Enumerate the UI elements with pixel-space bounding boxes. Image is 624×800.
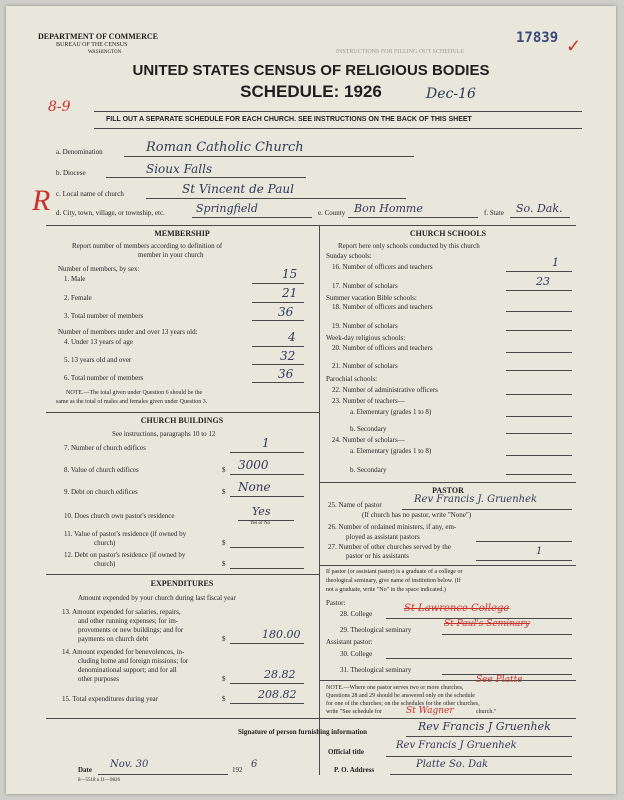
county-label: e. County: [318, 209, 346, 217]
q25-note: (If church has no pastor, write "None"): [362, 511, 472, 519]
official-title-value: Rev Francis J Gruenhek: [396, 740, 517, 751]
pastor-note-2: Questions 28 and 29 should be answered only on the schedule: [326, 693, 475, 699]
pastor-note-3: for one of the churches; on the schedules for the other churches,: [326, 701, 480, 707]
q27-b: pastor or his assistants: [346, 552, 409, 560]
q26-b: ployed as assistant pastors: [346, 533, 420, 541]
q15-dollar: $: [222, 695, 226, 703]
q8-dollar: $: [222, 466, 226, 474]
q2-label: 2. Female: [64, 294, 92, 302]
q23-label: 23. Number of teachers—: [332, 397, 405, 405]
q2-value: 21: [282, 286, 298, 300]
note-handwriting: See Platte: [476, 675, 523, 685]
state-value: So. Dak.: [516, 202, 563, 215]
pastor-note-4-end: church.": [476, 709, 497, 715]
weekday-label: Week-day religious schools:: [326, 334, 406, 342]
date-label: Date: [78, 766, 92, 774]
q19-label: 19. Number of scholars: [332, 322, 398, 330]
grad-3: not a graduate, write "No" in the space indicated.): [326, 587, 446, 593]
check-mark-icon: ✓: [566, 36, 582, 56]
q5-value: 32: [280, 349, 296, 363]
q10-value: Yes: [252, 505, 271, 518]
q12-label-a: 12. Debt on pastor's residence (if owned by: [64, 551, 186, 559]
q17-value: 23: [536, 275, 550, 288]
official-title-label: Official title: [328, 748, 364, 756]
schedule-title: SCHEDULE: 1926: [240, 82, 382, 101]
q25-label: 25. Name of pastor: [328, 501, 382, 509]
grad-2: theological seminary, give name of institution below. (If: [326, 578, 461, 584]
q7-label: 7. Number of church edifices: [64, 444, 146, 452]
by-sex-label: Number of members, by sex:: [58, 265, 140, 273]
denomination-label: a. Denomination: [56, 148, 103, 156]
diocese-label: b. Diocese: [56, 169, 86, 177]
po-value: Platte So. Dak: [416, 759, 489, 770]
q28-value: St Lawrence College: [404, 603, 510, 614]
q13-b: and other running expenses; for im-: [78, 617, 179, 625]
q24-label: 24. Number of scholars—: [332, 436, 405, 444]
membership-intro-1: Report number of members according to definition of: [72, 242, 223, 250]
membership-title: MEMBERSHIP: [154, 229, 210, 238]
date-value: Nov. 30: [110, 759, 149, 770]
red-r-mark: R: [32, 184, 51, 217]
q3-label: 3. Total number of members: [64, 312, 144, 320]
census-form-sheet: [6, 6, 616, 794]
city-field-label: d. City, town, village, or township, etc.: [56, 209, 165, 217]
pastor-note-1: NOTE.—Where one pastor serves two or more churches,: [326, 685, 464, 691]
q14-b: cluding home and foreign missions; for: [78, 657, 189, 665]
form-title: UNITED STATES CENSUS OF RELIGIOUS BODIES: [132, 62, 490, 79]
q1-value: 15: [282, 267, 298, 281]
county-value: Bon Homme: [354, 202, 423, 215]
q4-value: 4: [288, 330, 296, 344]
q11-label-a: 11. Value of pastor's residence (if owned by: [64, 530, 187, 538]
sunday-label: Sunday schools:: [326, 252, 372, 260]
q14-dollar: $: [222, 675, 226, 683]
q15-label: 15. Total expenditures during year: [62, 695, 158, 703]
q27-a: 27. Number of other churches served by the: [328, 543, 451, 551]
q24b-label: b. Secondary: [350, 466, 387, 474]
summer-label: Summer vacation Bible schools:: [326, 294, 417, 302]
q13-d: payments on church debt: [78, 635, 149, 643]
membership-intro-2: member in your church: [138, 251, 204, 259]
schools-title: CHURCH SCHOOLS: [409, 229, 487, 238]
diocese-value: Sioux Falls: [146, 162, 213, 176]
bureau-label: BUREAU OF THE CENSUS: [56, 42, 128, 48]
q8-label: 8. Value of church edifices: [64, 466, 139, 474]
q8-value: 3000: [238, 458, 269, 472]
signature-value: Rev Francis J Gruenhek: [418, 720, 551, 733]
po-label: P. O. Address: [334, 766, 375, 774]
q3-value: 36: [278, 305, 294, 319]
q6-value: 36: [278, 367, 294, 381]
year-value: 6: [251, 759, 258, 770]
q28-label: 28. College: [340, 610, 373, 618]
q25-value: Rev Francis J. Gruenhek: [414, 494, 538, 505]
q22-label: 22. Number of administrative officers: [332, 386, 438, 394]
membership-note-2: same as the total of males and females given under Question 3.: [56, 399, 208, 405]
pastor-sub-label: Pastor:: [326, 599, 346, 607]
q16-label: 16. Number of officers and teachers: [332, 263, 433, 271]
q23a-label: a. Elementary (grades 1 to 8): [350, 408, 432, 416]
q13-value: 180.00: [262, 628, 301, 641]
local-name-label: c. Local name of church: [56, 190, 124, 198]
expenditures-title: EXPENDITURES: [150, 579, 214, 588]
q26-a: 26. Number of ordained ministers, if any, em-: [328, 523, 457, 531]
pastor-note-4-value: St Wagner: [406, 706, 454, 716]
q11-dollar: $: [222, 539, 226, 547]
local-name-value: St Vincent de Paul: [182, 182, 294, 196]
q14-value: 28.82: [264, 668, 296, 681]
q20-label: 20. Number of officers and teachers: [332, 344, 433, 352]
q13-c: provements or new buildings; and for: [78, 626, 184, 634]
hw-mark: 8-9: [48, 99, 71, 115]
q16-value: 1: [552, 256, 559, 269]
q30-label: 30. College: [340, 650, 373, 658]
q18-label: 18. Number of officers and teachers: [332, 303, 433, 311]
buildings-sub: See instructions, paragraphs 10 to 12: [112, 430, 216, 438]
signature-label: Signature of person furnishing information: [238, 728, 367, 736]
instruction-text: FILL OUT A SEPARATE SCHEDULE FOR EACH CHURCH. SEE INSTRUCTIONS ON THE BACK OF THIS SHEET: [106, 116, 472, 123]
q9-value: None: [238, 480, 271, 494]
q14-d: other purposes: [78, 675, 120, 683]
buildings-title: CHURCH BUILDINGS: [140, 416, 224, 425]
grad-1: If pastor (or assistant pastor) is a graduate of a college or: [326, 569, 463, 575]
q31-label: 31. Theological seminary: [340, 666, 412, 674]
q7-value: 1: [262, 436, 270, 450]
age-label: Number of members under and over 13 years old:: [58, 328, 198, 336]
form-number: 8—5518 a 11—9826: [78, 778, 121, 783]
hw-date: Dec-16: [426, 86, 476, 102]
pastor-note-4: write "See schedule for: [326, 709, 382, 715]
asst-label: Assistant pastor:: [326, 638, 373, 646]
q17-label: 17. Number of scholars: [332, 282, 398, 290]
q13-a: 13. Amount expended for salaries, repairs,: [62, 608, 181, 616]
q24a-label: a. Elementary (grades 1 to 8): [350, 447, 432, 455]
q29-label: 29. Theological seminary: [340, 626, 412, 634]
q12-dollar: $: [222, 560, 226, 568]
q14-a: 14. Amount expended for benevolences, in-: [62, 648, 185, 656]
dept-label: DEPARTMENT OF COMMERCE: [38, 32, 159, 41]
year-label: 192: [232, 766, 243, 774]
q12-label-b: church): [94, 560, 116, 568]
q10-label: 10. Does church own pastor's residence: [64, 512, 175, 520]
faded-text: INSTRUCTIONS FOR FILLING OUT SCHEDULE: [336, 49, 464, 55]
q13-dollar: $: [222, 635, 226, 643]
q14-c: denominational support; and for all: [78, 666, 177, 674]
q21-label: 21. Number of scholars: [332, 362, 398, 370]
state-label: f. State: [484, 209, 504, 217]
membership-note-1: NOTE.—The total given under Question 6 should be the: [66, 390, 203, 396]
pastor-title: PASTOR: [432, 486, 464, 495]
q29-value: St Paul's Seminary: [444, 619, 530, 629]
q5-label: 5. 13 years old and over: [64, 356, 132, 364]
city-value: Springfield: [196, 202, 258, 215]
q9-label: 9. Debt on church edifices: [64, 488, 138, 496]
yes-no-hint: Yes or No: [250, 521, 271, 526]
q27-value: 1: [536, 546, 543, 557]
q15-value: 208.82: [258, 688, 297, 701]
expenditures-sub: Amount expended by your church during last fiscal year: [78, 594, 236, 602]
q9-dollar: $: [222, 488, 226, 496]
schools-sub: Report here only schools conducted by this church: [338, 242, 480, 250]
q11-label-b: church): [94, 539, 116, 547]
q4-label: 4. Under 13 years of age: [64, 338, 133, 346]
parochial-label: Parochial schools:: [326, 375, 378, 383]
city-label: WASHINGTON: [88, 50, 122, 55]
q1-label: 1. Male: [64, 275, 86, 283]
denomination-value: Roman Catholic Church: [146, 140, 304, 155]
q6-label: 6. Total number of members: [64, 374, 144, 382]
stamp-number: 17839: [516, 30, 559, 46]
q23b-label: b. Secondary: [350, 425, 387, 433]
